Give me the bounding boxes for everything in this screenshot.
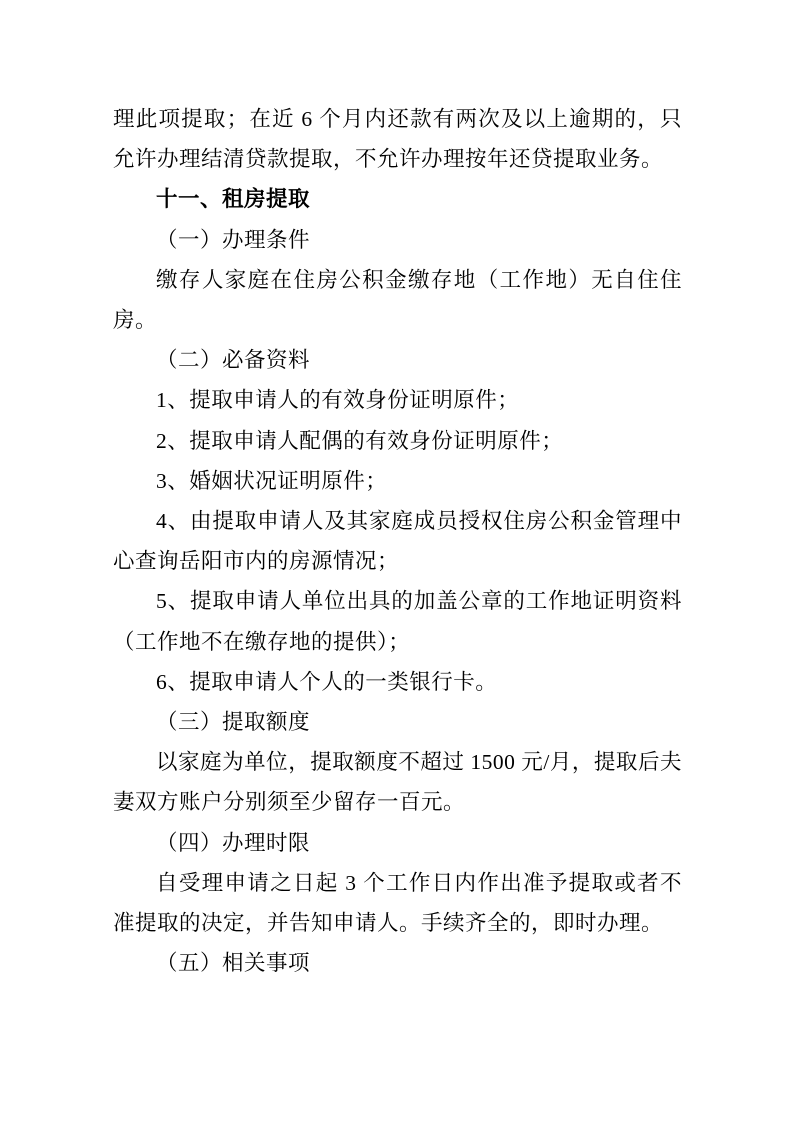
paragraph: 5、提取申请人单位出具的加盖公章的工作地证明资料（工作地不在缴存地的提供）； [113, 589, 682, 654]
paragraph: （一）办理条件 [156, 227, 311, 252]
paragraph: 缴存人家庭在住房公积金缴存地（工作地）无自住住房。 [113, 267, 682, 333]
paragraph: 理此项提取；在近 6 个月内还款有两次及以上逾期的，只允许办理结清贷款提取，不允许办理按年还贷提取业务。 [113, 107, 682, 172]
document-content [113, 99, 682, 983]
paragraph: 6、提取申请人个人的一类银行卡。 [156, 669, 498, 694]
paragraph: （五）相关事项 [156, 951, 311, 976]
paragraph: （四）办理时限 [156, 830, 311, 855]
paragraph: （三）提取额度 [156, 710, 311, 735]
paragraph: 4、由提取申请人及其家庭成员授权住房公积金管理中心查询岳阳市内的房源情况； [113, 509, 682, 574]
paragraph: 1、提取申请人的有效身份证明原件； [156, 388, 520, 413]
paragraph: 自受理申请之日起 3 个工作日内作出准予提取或者不准提取的决定，并告知申请人。手续齐全的，即时办理。 [113, 870, 682, 936]
paragraph: （二）必备资料 [156, 348, 311, 373]
paragraph: 3、婚姻状况证明原件； [156, 468, 388, 493]
paragraph: 2、提取申请人配偶的有效身份证明原件； [156, 428, 564, 453]
paragraph: 以家庭为单位，提取额度不超过 1500 元/月，提取后夫妻双方账户分别须至少留存一百元。 [113, 750, 682, 815]
section-heading: 十一、租房提取 [156, 187, 311, 212]
